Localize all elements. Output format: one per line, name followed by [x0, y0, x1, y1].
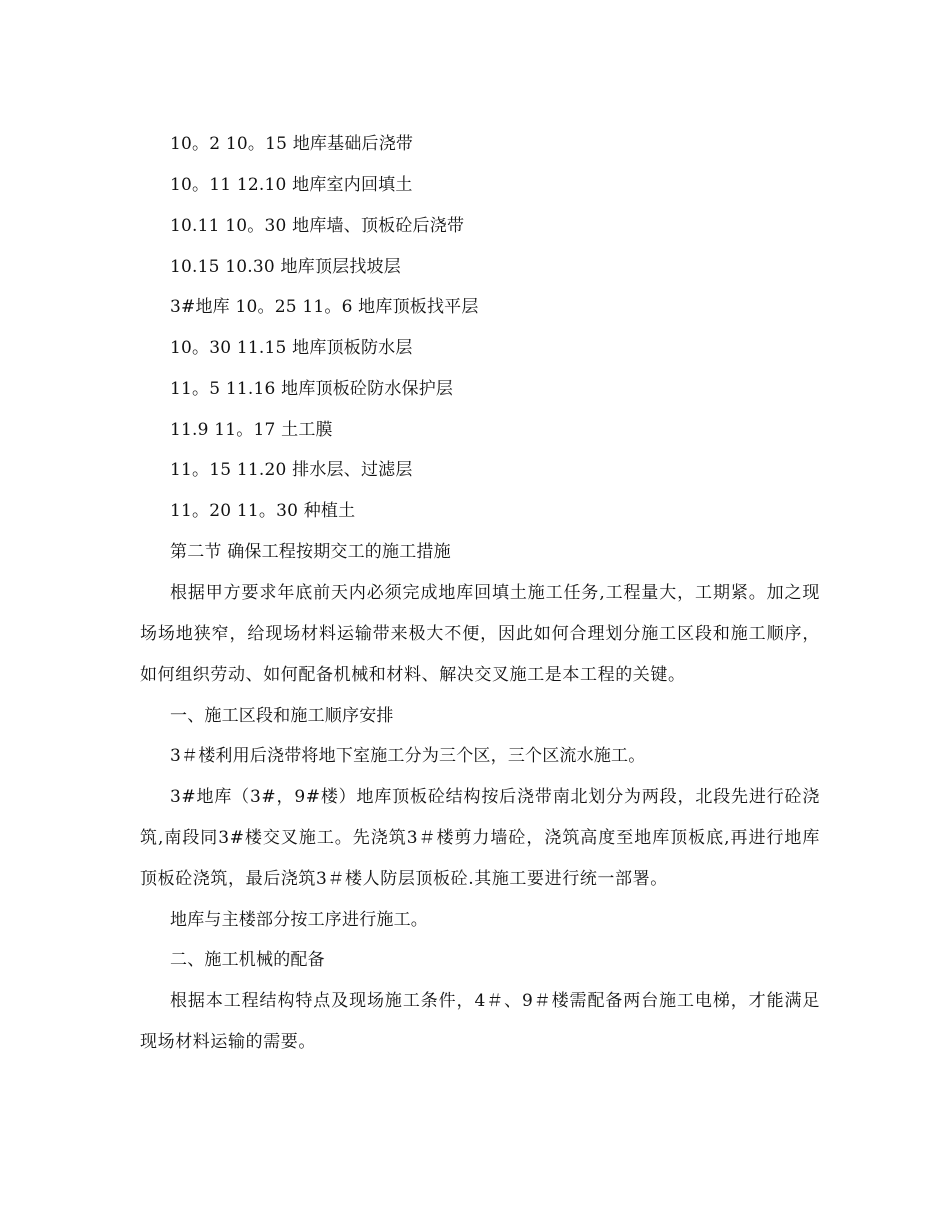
schedule-line: 11。20 11。30 种植土: [170, 501, 356, 521]
heading-machinery: 二、施工机械的配备: [170, 950, 325, 970]
schedule-line: 11。5 11.16 地库顶板砼防水保护层: [170, 379, 454, 399]
schedule-line: 10.15 10.30 地库顶层找坡层: [170, 257, 401, 277]
schedule-line: 10.11 10。30 地库墙、顶板砼后浇带: [170, 216, 465, 236]
heading-construction-zones: 一、施工区段和施工顺序安排: [170, 706, 394, 726]
intro-paragraph: 根据甲方要求年底前天内必须完成地库回填土施工任务,工程量大，工期紧。加之现场场地狭窄，给现场材料运输带来极大不便，因此如何合理划分施工区段和施工顺序，如何组织劳动、如何配备机械和材料、解决交叉施工是本工程的关键。: [140, 583, 820, 685]
schedule-line: 10。11 12.10 地库室内回填土: [170, 175, 413, 195]
basement-paragraph: 3#地库（3#，9#楼）地库顶板砼结构按后浇带南北划分为两段，北段先进行砼浇筑,南段同3#楼交叉施工。先浇筑3＃楼剪力墙砼，浇筑高度至地库顶板底,再进行地库顶板砼浇筑，最后浇筑3＃楼人防层顶板砼.其施工要进行统一部署。: [140, 787, 820, 889]
process-paragraph: 地库与主楼部分按工序进行施工。: [170, 910, 428, 930]
schedule-line: 3#地库 10。25 11。6 地库顶板找平层: [170, 297, 479, 317]
schedule-line: 10。30 11.15 地库顶板防水层: [170, 338, 413, 358]
schedule-line: 11。15 11.20 排水层、过滤层: [170, 460, 413, 480]
schedule-line: 11.9 11。17 土工膜: [170, 420, 333, 440]
schedule-line: 10。2 10。15 地库基础后浇带: [170, 134, 414, 154]
section-title: 第二节 确保工程按期交工的施工措施: [170, 542, 451, 562]
machinery-paragraph: 根据本工程结构特点及现场施工条件，4＃、9＃楼需配备两台施工电梯，才能满足现场材料运输的需要。: [140, 991, 820, 1052]
zones-paragraph: 3＃楼利用后浇带将地下室施工分为三个区，三个区流水施工。: [170, 746, 646, 766]
